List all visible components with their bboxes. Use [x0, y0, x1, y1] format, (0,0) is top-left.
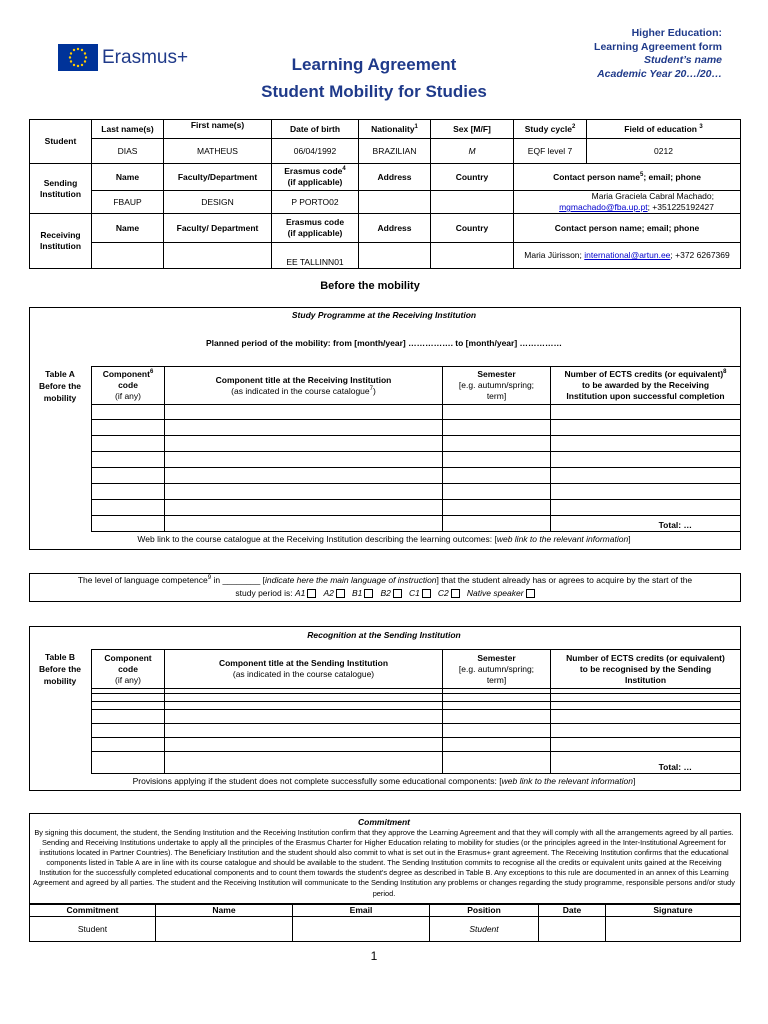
sending-institution-label: Sending Institution — [30, 164, 92, 214]
col-signature: Signature — [606, 904, 741, 917]
table-a-cell[interactable] — [551, 468, 741, 484]
table-a-semester-header: Semester [e.g. autumn/spring; term] — [443, 367, 551, 405]
planned-period: Planned period of the mobility: from [month/year] ……………. to [month/year] …………… — [205, 338, 563, 348]
table-a-cell[interactable] — [443, 452, 551, 468]
table-b-cell[interactable] — [165, 752, 443, 774]
table-a-cell[interactable] — [92, 468, 165, 484]
table-a-title-header: Component title at the Receiving Institution (as indicated in the course catalogue$^7$) — [165, 367, 443, 405]
table-a-cell[interactable] — [443, 500, 551, 516]
table-a-cell[interactable] — [165, 436, 443, 452]
col-name: Name — [156, 904, 293, 917]
table-a-cell[interactable] — [443, 484, 551, 500]
table-a-cell[interactable] — [551, 500, 741, 516]
table-b-cell[interactable] — [551, 738, 741, 752]
table-a-cell[interactable] — [165, 516, 443, 532]
field-value: 0212 — [587, 139, 741, 164]
sending-name-header: Name — [92, 164, 164, 191]
commitment-heading: Commitment — [358, 817, 410, 827]
last-name-value: DIAS — [92, 139, 164, 164]
table-a-cell[interactable] — [443, 468, 551, 484]
table-a-cell[interactable] — [165, 452, 443, 468]
header-line2: Learning Agreement form — [594, 40, 722, 53]
table-b — [91, 649, 741, 774]
table-row — [92, 500, 741, 516]
header-line3: Student’s name — [644, 54, 722, 66]
table-b-cell[interactable] — [551, 694, 741, 702]
table-b-cell[interactable] — [165, 738, 443, 752]
sending-contact-header: Contact person name$^5$; email; phone — [514, 164, 741, 191]
sending-code-header: Erasmus code$^4$ (if applicable) — [272, 164, 359, 191]
table-b-cell[interactable] — [443, 724, 551, 738]
table-a-cell[interactable] — [92, 405, 165, 420]
nationality-value: BRAZILIAN — [359, 139, 431, 164]
receiving-code-header: Erasmus code (if applicable) — [272, 214, 359, 243]
receiving-institution-label: Receiving Institution — [30, 214, 92, 269]
page-subtitle: Student Mobility for Studies — [261, 82, 487, 101]
table-a-cell[interactable] — [165, 468, 443, 484]
table-a-cell[interactable] — [165, 420, 443, 436]
sending-address-header: Address — [359, 164, 431, 191]
table-b-cell[interactable] — [92, 752, 165, 774]
sex-value: M — [431, 139, 514, 164]
table-b-cell[interactable] — [165, 694, 443, 702]
table-b-semester-header: Semester [e.g. autumn/spring; term] — [443, 650, 551, 689]
receiving-faculty-value — [164, 243, 272, 269]
sending-faculty-header: Faculty/Department — [164, 164, 272, 191]
sending-name-value: FBAUP — [92, 191, 164, 214]
table-a-cell[interactable] — [443, 420, 551, 436]
study-cycle-value: EQF level 7 — [514, 139, 587, 164]
receiving-name-value — [92, 243, 164, 269]
student-date-field[interactable] — [539, 917, 606, 942]
table-a-weblink: Web link to the course catalogue at the Receiving Institution describing the learning outcomes: [web link to the relevant information] — [137, 534, 631, 544]
student-name-field[interactable] — [156, 917, 293, 942]
col-position: Position — [430, 904, 539, 917]
study-cycle-header: Study cycle$^2$ — [514, 120, 587, 139]
receiving-contact-header: Contact person name; email; phone — [514, 214, 741, 243]
checkbox-a2[interactable] — [336, 589, 345, 598]
table-a-cell[interactable] — [551, 436, 741, 452]
table-a-label: Table A Before the mobility — [38, 369, 82, 403]
receiving-address-header: Address — [359, 214, 431, 243]
checkbox-c1[interactable] — [422, 589, 431, 598]
student-signature-field[interactable] — [606, 917, 741, 942]
dob-header: Date of birth — [272, 120, 359, 139]
table-b-cell[interactable] — [92, 738, 165, 752]
sending-contact-value: Maria Graciela Cabral Machado; mgmachado@fba.up.pt; +351225192427 — [514, 191, 741, 214]
table-a-cell[interactable] — [551, 452, 741, 468]
table-b-heading: Recognition at the Sending Institution — [307, 630, 461, 640]
table-a-cell[interactable] — [551, 420, 741, 436]
table-row — [92, 710, 741, 724]
table-b-provisions: Provisions applying if the student does not complete successfully some educational components: [web link to the relevant information] — [132, 776, 636, 786]
table-a — [91, 366, 741, 532]
table-b-label: Table B Before the mobility — [38, 652, 82, 686]
table-b-cell[interactable] — [165, 724, 443, 738]
col-date: Date — [539, 904, 606, 917]
checkbox-a1[interactable] — [307, 589, 316, 598]
table-row — [92, 752, 741, 774]
table-b-cell[interactable] — [443, 752, 551, 774]
checkbox-c2[interactable] — [451, 589, 460, 598]
receiving-faculty-header: Faculty/ Department — [164, 214, 272, 243]
student-email-field[interactable] — [293, 917, 430, 942]
col-email: Email — [293, 904, 430, 917]
before-mobility-heading: Before the mobility — [320, 280, 420, 292]
sending-address-value — [359, 191, 431, 214]
sending-contact-email-link[interactable]: mgmachado@fba.up.pt — [559, 202, 648, 212]
table-b-cell[interactable] — [443, 694, 551, 702]
table-b-code-header: Component code (if any) — [92, 650, 165, 689]
checkbox-native-speaker[interactable] — [526, 589, 535, 598]
logo-text: Erasmus+ — [102, 47, 189, 68]
sending-faculty-value: DESIGN — [164, 191, 272, 214]
table-a-ects-header: Number of ECTS credits (or equivalent)$^8$ to be awarded by the Receiving Institution upon successful completion — [551, 367, 741, 405]
table-a-total: Total: … — [551, 516, 741, 532]
receiving-contact-email-link[interactable]: international@artun.ee — [584, 250, 671, 260]
sending-code-value: P PORTO02 — [272, 191, 359, 214]
nationality-header: Nationality$^1$ — [359, 120, 431, 139]
table-b-cell[interactable] — [443, 702, 551, 710]
table-a-cell[interactable] — [165, 484, 443, 500]
table-b-cell[interactable] — [443, 738, 551, 752]
page-number: 1 — [370, 949, 378, 963]
commitment-text: By signing this document, the student, the Sending Institution and the Receiving Institution confirm that they approve the Learning Agreement and that they will comply with all the arrangements agreed by all parties. Sending and Receiving Institutions undertake to apply all the principles of the Erasmus Charter for Higher Education relating to mobility for studies (or the principles agreed in the Inter-Institutional Agreement for institutions located in Partner Countries). The Beneficiary Institution and the student should also commit to what is set out in the Erasmus+ grant agreement. The Receiving Institution confirms that the educational components listed in Table A are in line with its course catalogue and should be available to the student. The Sending Institution commits to recognise all the credits or equivalent units gained at the Receiving Institution for the successfully completed educational components and to count them towards the student's degree as described in Table B. Any exceptions to this rule are documented in an annex of this Learning Agreement and agreed by all parties. The student and the Receiving Institution will communicate to the Sending Institution any problems or changes regarding the study programme, responsible persons and/or study period. — [33, 828, 735, 898]
table-row — [92, 738, 741, 752]
sending-country-header: Country — [431, 164, 514, 191]
student-position: Student — [430, 917, 539, 942]
table-b-total: Total: … — [551, 752, 741, 774]
col-commitment: Commitment — [30, 904, 156, 917]
sending-country-value — [431, 191, 514, 214]
page-title: Learning Agreement — [291, 55, 457, 74]
sex-header: Sex [M/F] — [431, 120, 514, 139]
first-name-header: First name(s) — [164, 120, 272, 139]
table-a-cell[interactable] — [443, 405, 551, 420]
receiving-country-value — [431, 243, 514, 269]
table-a-cell[interactable] — [551, 405, 741, 420]
student-label: Student — [30, 120, 92, 164]
table-b-cell[interactable] — [551, 710, 741, 724]
last-name-header: Last name(s) — [92, 120, 164, 139]
first-name-value: MATHEUS — [164, 139, 272, 164]
table-row — [92, 405, 741, 420]
table-a-cell[interactable] — [165, 405, 443, 420]
field-header: Field of education $^3$ — [587, 120, 741, 139]
checkbox-b1[interactable] — [364, 589, 373, 598]
table-a-cell[interactable] — [92, 500, 165, 516]
receiving-code-value: EE TALLINN01 — [272, 243, 359, 269]
table-b-cell[interactable] — [92, 724, 165, 738]
table-a-code-header: Component$^6$ code (if any) — [92, 367, 165, 405]
student-info-table — [29, 119, 741, 269]
table-a-cell[interactable] — [92, 484, 165, 500]
table-a-cell[interactable] — [165, 500, 443, 516]
table-a-cell[interactable] — [92, 452, 165, 468]
table-row — [92, 452, 741, 468]
table-row — [92, 724, 741, 738]
header-line4: Academic Year 20…/20… — [597, 67, 722, 80]
table-b-cell[interactable] — [551, 702, 741, 710]
checkbox-b2[interactable] — [393, 589, 402, 598]
table-a-cell[interactable] — [551, 484, 741, 500]
table-b-title-header: Component title at the Sending Institution (as indicated in the course catalogue) — [165, 650, 443, 689]
table-b-cell[interactable] — [92, 694, 165, 702]
table-a-cell[interactable] — [443, 516, 551, 532]
table-a-heading: Study Programme at the Receiving Institution — [291, 310, 477, 320]
table-row — [92, 468, 741, 484]
header-line1: Higher Education: — [631, 27, 722, 39]
table-row — [92, 484, 741, 500]
table-row — [92, 436, 741, 452]
receiving-address-value — [359, 243, 431, 269]
receiving-contact-value: Maria Jürisson; international@artun.ee; +372 6267369 — [514, 243, 741, 269]
table-a-cell[interactable] — [92, 420, 165, 436]
table-a-cell[interactable] — [92, 516, 165, 532]
table-a-cell[interactable] — [92, 436, 165, 452]
table-b-cell[interactable] — [443, 710, 551, 724]
row-student-label: Student — [30, 917, 156, 942]
table-b-cell[interactable] — [165, 702, 443, 710]
table-b-cell[interactable] — [92, 702, 165, 710]
table-row — [92, 420, 741, 436]
signature-table — [29, 903, 741, 942]
table-b-cell[interactable] — [165, 710, 443, 724]
table-row — [92, 702, 741, 710]
receiving-country-header: Country — [431, 214, 514, 243]
dob-value: 06/04/1992 — [272, 139, 359, 164]
table-row — [92, 516, 741, 532]
language-competence-box: The level of language competence$^9$ in ________ [indicate here the main language of instruction] that the student already has or agrees to acquire by the start of the study period is: A1 A2 B1 B2 C1 C2 Native speaker — [29, 573, 741, 602]
table-b-ects-header: Number of ECTS credits (or equivalent) to be recognised by the Sending Institution — [551, 650, 741, 689]
table-row — [92, 694, 741, 702]
receiving-name-header: Name — [92, 214, 164, 243]
table-a-cell[interactable] — [443, 436, 551, 452]
table-b-cell[interactable] — [551, 724, 741, 738]
table-b-cell[interactable] — [92, 710, 165, 724]
